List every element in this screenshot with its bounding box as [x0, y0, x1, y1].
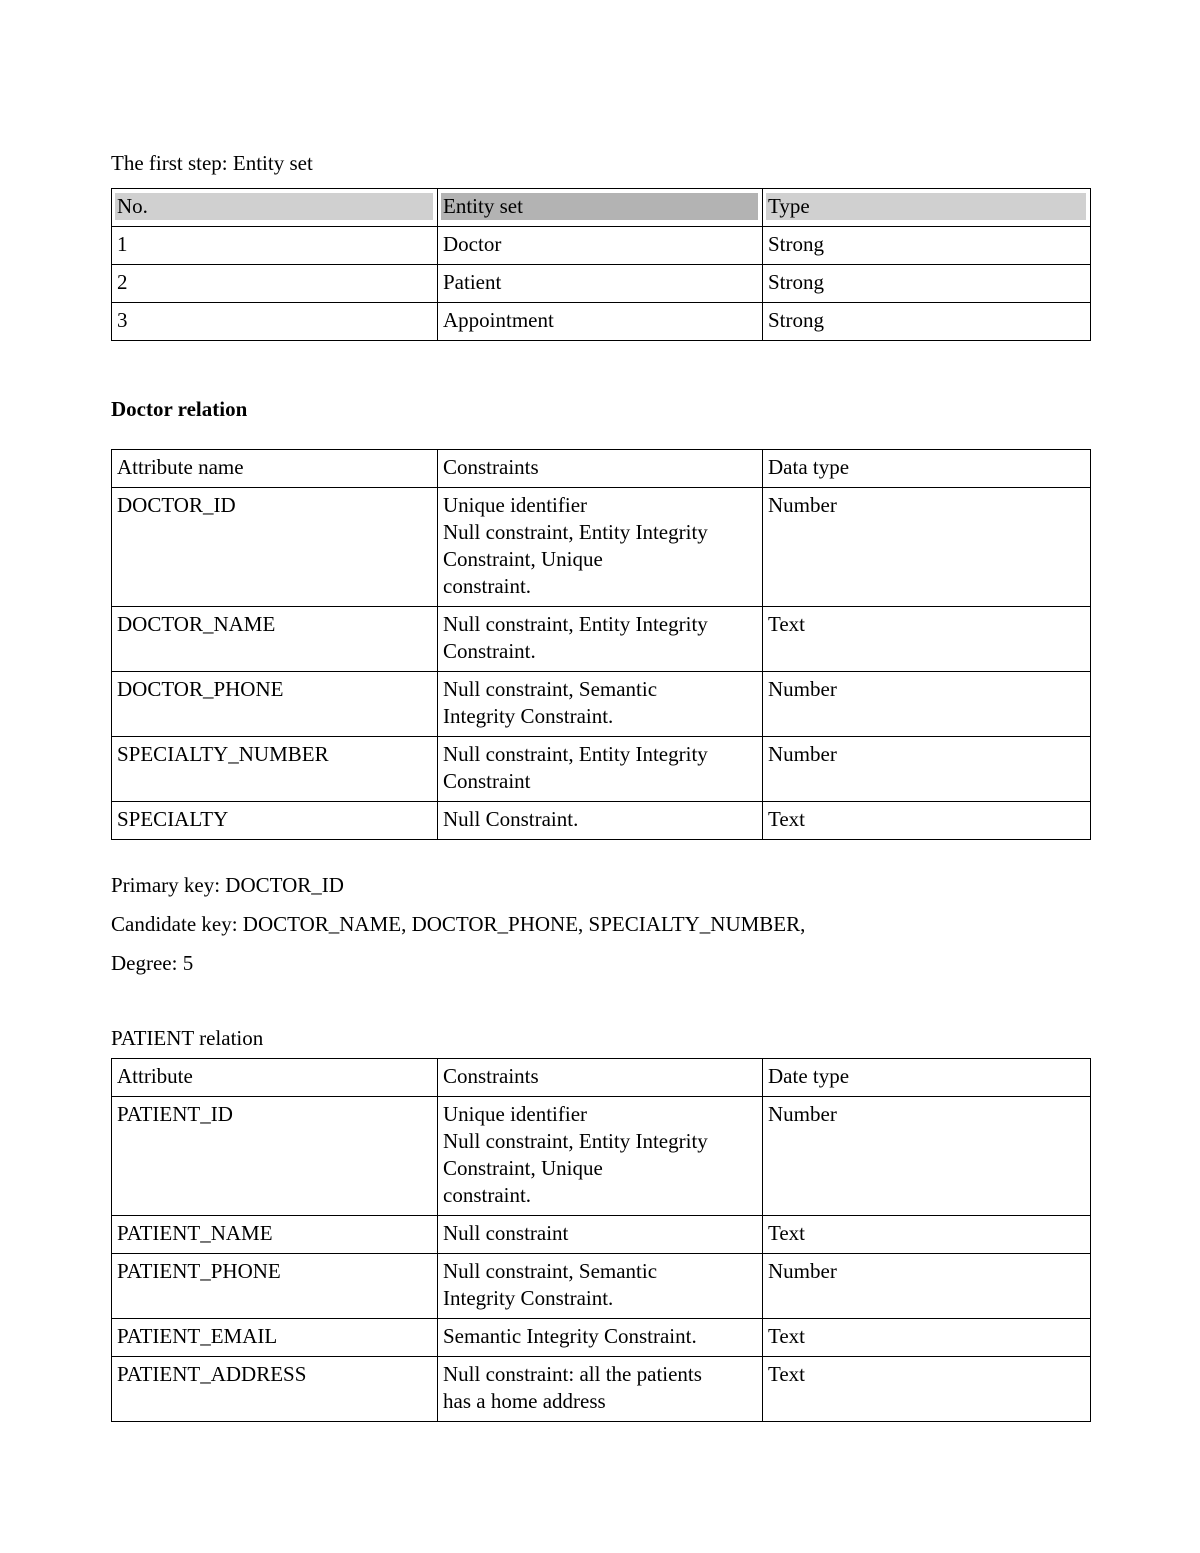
header-cell: Entity set: [438, 189, 763, 227]
table-cell: Number: [763, 488, 1091, 607]
table-row: [112, 1254, 1091, 1319]
table-header-row: [112, 450, 1091, 488]
table-cell: Null constraint, Semantic Integrity Constraint.: [438, 1254, 763, 1319]
table-cell: Text: [763, 1216, 1091, 1254]
table-cell: Text: [763, 1319, 1091, 1357]
table-cell: Number: [763, 737, 1091, 802]
table-row: [112, 488, 1091, 607]
table-cell: PATIENT_PHONE: [112, 1254, 438, 1319]
table-cell: Null Constraint.: [438, 802, 763, 840]
doctor-section-title: Doctor relation: [111, 397, 248, 421]
table-cell: SPECIALTY: [112, 802, 438, 840]
table-cell: PATIENT_NAME: [112, 1216, 438, 1254]
table-cell: DOCTOR_ID: [112, 488, 438, 607]
doctor-relation-table: [111, 449, 1091, 840]
table-cell: DOCTOR_PHONE: [112, 672, 438, 737]
table-cell: Strong: [763, 303, 1091, 341]
table-cell: PATIENT_EMAIL: [112, 1319, 438, 1357]
table-cell: Unique identifier Null constraint, Entity Integrity Constraint, Unique constraint.: [438, 1097, 763, 1216]
table-cell: Text: [763, 802, 1091, 840]
table-cell: Text: [763, 607, 1091, 672]
table-cell: Text: [763, 1357, 1091, 1422]
table-cell: Strong: [763, 265, 1091, 303]
primary-key-text: Primary key: DOCTOR_ID: [111, 873, 344, 897]
header-cell: Attribute: [112, 1059, 438, 1097]
table-row: [112, 1319, 1091, 1357]
table-cell: 3: [112, 303, 438, 341]
table-cell: Number: [763, 1097, 1091, 1216]
table-cell: DOCTOR_NAME: [112, 607, 438, 672]
table-header-row: [112, 189, 1091, 227]
table-cell: Unique identifier Null constraint, Entity Integrity Constraint, Unique constraint.: [438, 488, 763, 607]
table-cell: 1: [112, 227, 438, 265]
table-cell: Doctor: [438, 227, 763, 265]
candidate-key-text: Candidate key: DOCTOR_NAME, DOCTOR_PHONE, SPECIALTY_NUMBER,: [111, 912, 806, 936]
table-row: [112, 303, 1091, 341]
header-cell: Data type: [763, 450, 1091, 488]
header-cell: Date type: [763, 1059, 1091, 1097]
table-row: [112, 1216, 1091, 1254]
table-row: [112, 737, 1091, 802]
table-row: [112, 265, 1091, 303]
table-cell: Patient: [438, 265, 763, 303]
table-row: [112, 672, 1091, 737]
table-row: [112, 1357, 1091, 1422]
table-cell: Null constraint, Entity Integrity Constraint.: [438, 607, 763, 672]
table-cell: Number: [763, 672, 1091, 737]
entity-set-table: [111, 188, 1091, 341]
table-row: [112, 1097, 1091, 1216]
table-row: [112, 607, 1091, 672]
table-cell: PATIENT_ID: [112, 1097, 438, 1216]
table-cell: SPECIALTY_NUMBER: [112, 737, 438, 802]
header-cell: Attribute name: [112, 450, 438, 488]
table-cell: Null constraint: [438, 1216, 763, 1254]
table-cell: Strong: [763, 227, 1091, 265]
table-header-row: [112, 1059, 1091, 1097]
table-cell: Number: [763, 1254, 1091, 1319]
table-cell: Semantic Integrity Constraint.: [438, 1319, 763, 1357]
degree-text: Degree: 5: [111, 951, 194, 975]
patient-section-title: PATIENT relation: [111, 1026, 264, 1050]
table-cell: Null constraint, Semantic Integrity Constraint.: [438, 672, 763, 737]
table-row: [112, 802, 1091, 840]
table-cell: Null constraint: all the patients has a home address: [438, 1357, 763, 1422]
header-cell: No.: [112, 189, 438, 227]
entity-section-title: The first step: Entity set: [111, 151, 313, 175]
table-cell: PATIENT_ADDRESS: [112, 1357, 438, 1422]
table-cell: Appointment: [438, 303, 763, 341]
header-cell: Constraints: [438, 450, 763, 488]
header-cell: Type: [763, 189, 1091, 227]
header-cell: Constraints: [438, 1059, 763, 1097]
table-cell: Null constraint, Entity Integrity Constraint: [438, 737, 763, 802]
table-cell: 2: [112, 265, 438, 303]
patient-relation-table: [111, 1058, 1091, 1422]
table-row: [112, 227, 1091, 265]
